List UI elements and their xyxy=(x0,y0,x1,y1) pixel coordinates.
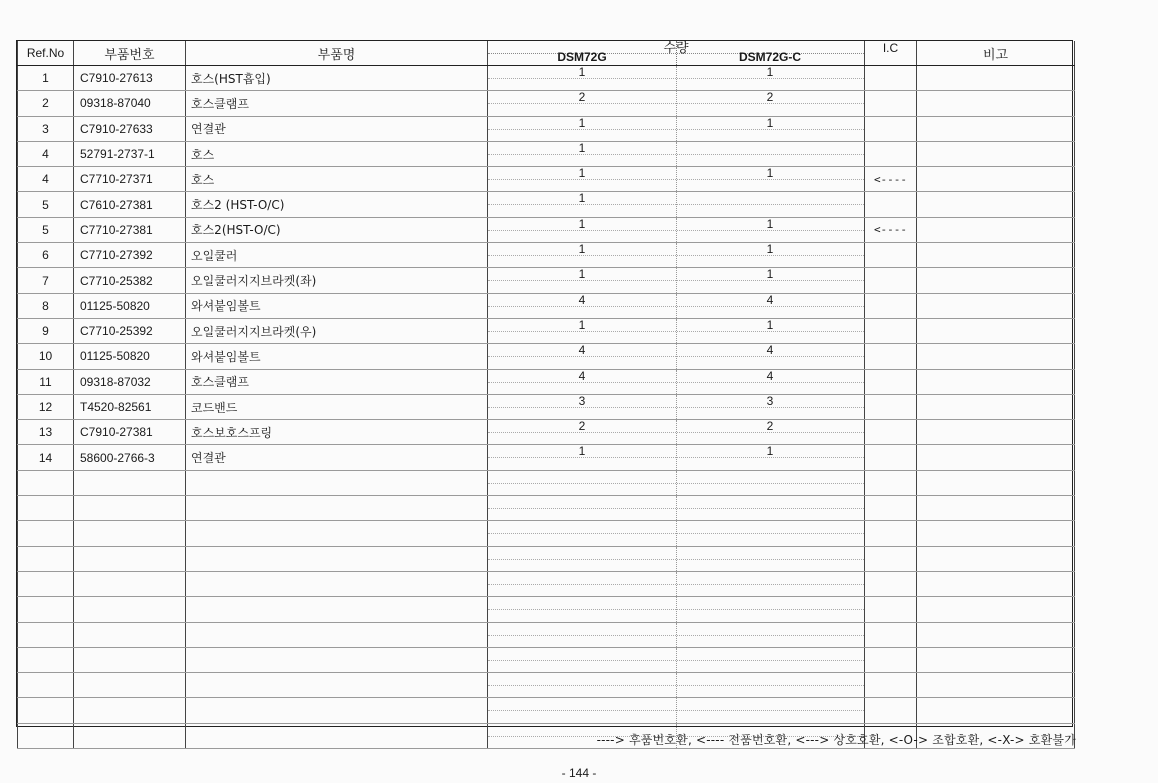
table-row xyxy=(18,116,1075,141)
ic-cell: <---- xyxy=(865,167,917,192)
remarks-cell xyxy=(917,318,1075,343)
ref-no-cell: 6 xyxy=(18,243,74,268)
qty-model-b: 1 xyxy=(766,444,774,459)
qty-model-a: 4 xyxy=(578,293,586,307)
ref-no-cell: 13 xyxy=(18,420,74,445)
qty-model-b: 1 xyxy=(766,267,774,282)
empty-cell xyxy=(488,647,865,672)
empty-cell xyxy=(74,496,186,521)
remarks-cell xyxy=(917,141,1075,166)
empty-cell xyxy=(488,622,865,647)
empty-row xyxy=(18,622,1075,647)
ic-cell xyxy=(865,268,917,293)
empty-cell xyxy=(488,597,865,622)
empty-cell xyxy=(18,723,74,748)
part-name-cell: 호스클램프 xyxy=(186,91,488,116)
empty-cell xyxy=(18,597,74,622)
empty-row xyxy=(18,496,1075,521)
ic-cell xyxy=(865,318,917,343)
ic-cell xyxy=(865,243,917,268)
table-row xyxy=(18,141,1075,166)
ic-cell xyxy=(865,445,917,470)
empty-cell xyxy=(74,622,186,647)
remarks-cell xyxy=(917,243,1075,268)
table-row xyxy=(18,420,1075,445)
remarks-cell xyxy=(917,369,1075,394)
part-name-cell: 호스클램프 xyxy=(186,369,488,394)
ic-cell xyxy=(865,116,917,141)
empty-cell xyxy=(865,622,917,647)
ic-cell xyxy=(865,344,917,369)
remarks-cell xyxy=(917,167,1075,192)
empty-cell xyxy=(917,571,1075,596)
ic-cell: <---- xyxy=(865,217,917,242)
part-name-cell: 코드밴드 xyxy=(186,394,488,419)
empty-cell xyxy=(18,496,74,521)
empty-cell xyxy=(917,698,1075,723)
part-name-cell: 와셔붙임볼트 xyxy=(186,293,488,318)
part-name-cell: 호스 xyxy=(186,141,488,166)
part-name-cell: 와셔붙임볼트 xyxy=(186,344,488,369)
empty-row xyxy=(18,597,1075,622)
ic-cell xyxy=(865,91,917,116)
ref-no-cell: 14 xyxy=(18,445,74,470)
empty-cell xyxy=(865,521,917,546)
remarks-cell xyxy=(917,91,1075,116)
empty-cell xyxy=(18,673,74,698)
qty-model-b: 1 xyxy=(766,116,774,130)
ref-no-cell: 7 xyxy=(18,268,74,293)
empty-cell xyxy=(186,647,488,672)
part-number-cell: 09318-87040 xyxy=(74,91,186,116)
empty-cell xyxy=(865,496,917,521)
empty-cell xyxy=(74,571,186,596)
empty-row xyxy=(18,571,1075,596)
empty-cell xyxy=(917,521,1075,546)
part-number-cell: C7910-27381 xyxy=(74,420,186,445)
empty-cell xyxy=(186,698,488,723)
qty-model-b xyxy=(676,142,864,154)
part-name-cell: 호스2(HST-O/C) xyxy=(186,217,488,242)
part-number-cell: C7710-25382 xyxy=(74,268,186,293)
empty-cell xyxy=(865,673,917,698)
empty-cell xyxy=(186,622,488,647)
ref-no-cell: 8 xyxy=(18,293,74,318)
part-number-cell: 58600-2766-3 xyxy=(74,445,186,470)
quantity-cell xyxy=(488,293,865,318)
qty-model-b: 1 xyxy=(766,65,774,79)
empty-cell xyxy=(18,470,74,495)
qty-model-b: 4 xyxy=(766,369,774,383)
empty-cell xyxy=(74,673,186,698)
parts-table xyxy=(17,41,1075,749)
part-name-cell: 호스2 (HST-O/C) xyxy=(186,192,488,217)
part-name-cell: 오일쿨러 xyxy=(186,243,488,268)
empty-cell xyxy=(186,597,488,622)
empty-cell xyxy=(917,622,1075,647)
qty-model-a: 1 xyxy=(578,267,586,282)
ic-cell xyxy=(865,66,917,91)
ref-no-cell: 2 xyxy=(18,91,74,116)
qty-model-a: 3 xyxy=(578,394,586,408)
ic-cell xyxy=(865,369,917,394)
header-part-no: 부품번호 xyxy=(74,41,186,66)
part-number-cell: C7710-27381 xyxy=(74,217,186,242)
quantity-cell xyxy=(488,445,865,470)
part-name-cell: 오일쿨러지지브라켓(좌) xyxy=(186,268,488,293)
empty-cell xyxy=(186,496,488,521)
ic-cell xyxy=(865,293,917,318)
remarks-cell xyxy=(917,293,1075,318)
header-part-name: 부품명 xyxy=(186,41,488,66)
empty-row xyxy=(18,521,1075,546)
table-header-row xyxy=(18,41,1075,66)
quantity-cell xyxy=(488,167,865,192)
table-row xyxy=(18,167,1075,192)
part-name-cell: 호스보호스프링 xyxy=(186,420,488,445)
remarks-cell xyxy=(917,66,1075,91)
part-number-cell: 01125-50820 xyxy=(74,293,186,318)
qty-model-b: 2 xyxy=(766,419,774,434)
remarks-cell xyxy=(917,344,1075,369)
empty-cell xyxy=(917,647,1075,672)
qty-model-b: 1 xyxy=(766,217,774,231)
header-model-b: DSM72G-C xyxy=(738,50,801,64)
quantity-cell xyxy=(488,66,865,91)
ref-no-cell: 4 xyxy=(18,141,74,166)
table-row xyxy=(18,369,1075,394)
empty-cell xyxy=(917,470,1075,495)
empty-row xyxy=(18,698,1075,723)
ref-no-cell: 11 xyxy=(18,369,74,394)
quantity-cell xyxy=(488,141,865,166)
qty-model-b: 4 xyxy=(766,293,774,307)
table-row xyxy=(18,344,1075,369)
quantity-cell xyxy=(488,420,865,445)
qty-model-b xyxy=(676,192,864,204)
empty-cell xyxy=(488,698,865,723)
qty-model-a: 1 xyxy=(578,217,586,231)
qty-model-a: 1 xyxy=(578,242,586,257)
empty-cell xyxy=(865,470,917,495)
empty-cell xyxy=(186,546,488,571)
part-name-cell: 호스(HST흡입) xyxy=(186,66,488,91)
empty-cell xyxy=(18,698,74,723)
part-number-cell: 01125-50820 xyxy=(74,344,186,369)
remarks-cell xyxy=(917,420,1075,445)
empty-cell xyxy=(186,673,488,698)
empty-cell xyxy=(18,647,74,672)
ref-no-cell: 5 xyxy=(18,217,74,242)
empty-cell xyxy=(917,546,1075,571)
qty-model-a: 1 xyxy=(578,65,586,79)
ic-cell xyxy=(865,141,917,166)
part-number-cell: C7610-27381 xyxy=(74,192,186,217)
qty-model-b: 1 xyxy=(766,242,774,257)
empty-cell xyxy=(865,698,917,723)
header-remarks: 비고 xyxy=(917,41,1075,66)
empty-cell xyxy=(488,571,865,596)
empty-cell xyxy=(865,546,917,571)
quantity-cell xyxy=(488,243,865,268)
table-row xyxy=(18,293,1075,318)
empty-cell xyxy=(74,647,186,672)
table-row xyxy=(18,192,1075,217)
header-ic: I.C xyxy=(865,41,917,66)
part-name-cell: 연결관 xyxy=(186,445,488,470)
quantity-cell xyxy=(488,318,865,343)
ref-no-cell: 5 xyxy=(18,192,74,217)
empty-row xyxy=(18,673,1075,698)
remarks-cell xyxy=(917,268,1075,293)
quantity-cell xyxy=(488,369,865,394)
empty-cell xyxy=(74,521,186,546)
interchange-legend: ----> 후품번호환, <---- 전품번호환, <---> 상호호환, <-O-> 조합호환, <-X-> 호환불가 xyxy=(596,733,1076,747)
part-number-cell: C7710-25392 xyxy=(74,318,186,343)
empty-cell xyxy=(74,698,186,723)
empty-cell xyxy=(186,521,488,546)
empty-cell xyxy=(917,673,1075,698)
remarks-cell xyxy=(917,394,1075,419)
empty-row xyxy=(18,470,1075,495)
part-number-cell: C7910-27613 xyxy=(74,66,186,91)
page-number: - 144 - xyxy=(561,766,597,780)
ref-no-cell: 9 xyxy=(18,318,74,343)
part-number-cell: T4520-82561 xyxy=(74,394,186,419)
table-row xyxy=(18,445,1075,470)
quantity-cell xyxy=(488,192,865,217)
empty-cell xyxy=(865,571,917,596)
qty-model-a: 2 xyxy=(578,90,586,105)
empty-cell xyxy=(186,571,488,596)
empty-row xyxy=(18,546,1075,571)
part-name-cell: 연결관 xyxy=(186,116,488,141)
table-row xyxy=(18,217,1075,242)
qty-model-a: 1 xyxy=(578,444,586,459)
part-number-cell: C7910-27633 xyxy=(74,116,186,141)
empty-cell xyxy=(74,546,186,571)
part-number-cell: C7710-27371 xyxy=(74,167,186,192)
header-quantity xyxy=(488,41,865,66)
qty-model-b: 1 xyxy=(766,166,774,181)
table-row xyxy=(18,66,1075,91)
empty-cell xyxy=(488,470,865,495)
part-number-cell: 52791-2737-1 xyxy=(74,141,186,166)
quantity-cell xyxy=(488,116,865,141)
empty-cell xyxy=(488,496,865,521)
qty-model-b: 2 xyxy=(766,90,774,105)
empty-cell xyxy=(18,622,74,647)
empty-cell xyxy=(18,521,74,546)
ic-cell xyxy=(865,420,917,445)
parts-table-frame xyxy=(16,40,1073,727)
qty-model-a: 4 xyxy=(578,343,586,358)
empty-cell xyxy=(74,470,186,495)
remarks-cell xyxy=(917,445,1075,470)
empty-cell xyxy=(865,597,917,622)
table-row xyxy=(18,394,1075,419)
empty-cell xyxy=(488,673,865,698)
empty-cell xyxy=(18,546,74,571)
qty-model-a: 1 xyxy=(578,318,586,332)
header-model-a: DSM72G xyxy=(557,50,607,64)
empty-cell xyxy=(865,647,917,672)
part-name-cell: 호스 xyxy=(186,167,488,192)
empty-cell xyxy=(18,571,74,596)
quantity-cell xyxy=(488,394,865,419)
ref-no-cell: 4 xyxy=(18,167,74,192)
part-number-cell: 09318-87032 xyxy=(74,369,186,394)
quantity-cell xyxy=(488,91,865,116)
qty-model-a: 1 xyxy=(578,116,586,130)
qty-model-a: 1 xyxy=(578,166,586,181)
ref-no-cell: 12 xyxy=(18,394,74,419)
qty-model-a: 4 xyxy=(578,369,586,383)
empty-row xyxy=(18,647,1075,672)
quantity-cell xyxy=(488,217,865,242)
table-row xyxy=(18,243,1075,268)
qty-model-a: 2 xyxy=(578,419,586,434)
qty-model-b: 4 xyxy=(766,343,774,358)
ic-cell xyxy=(865,192,917,217)
part-number-cell: C7710-27392 xyxy=(74,243,186,268)
ic-cell xyxy=(865,394,917,419)
qty-model-a: 1 xyxy=(578,191,586,206)
table-body xyxy=(18,66,1075,749)
empty-cell xyxy=(186,470,488,495)
qty-model-a: 1 xyxy=(578,141,586,155)
ref-no-cell: 3 xyxy=(18,116,74,141)
remarks-cell xyxy=(917,192,1075,217)
ref-no-cell: 10 xyxy=(18,344,74,369)
ref-no-cell: 1 xyxy=(18,66,74,91)
header-quantity-title: 수량 xyxy=(663,41,689,56)
qty-model-b: 1 xyxy=(766,318,774,332)
quantity-cell xyxy=(488,268,865,293)
qty-model-b: 3 xyxy=(766,394,774,408)
table-row xyxy=(18,268,1075,293)
empty-cell xyxy=(917,496,1075,521)
empty-cell xyxy=(186,723,488,748)
empty-cell xyxy=(74,597,186,622)
remarks-cell xyxy=(917,217,1075,242)
table-row xyxy=(18,318,1075,343)
empty-cell xyxy=(488,546,865,571)
table-row xyxy=(18,91,1075,116)
part-name-cell: 오일쿨러지지브라켓(우) xyxy=(186,318,488,343)
empty-cell xyxy=(917,597,1075,622)
quantity-cell xyxy=(488,344,865,369)
empty-cell xyxy=(488,521,865,546)
header-ref-no: Ref.No xyxy=(18,41,74,66)
empty-cell xyxy=(74,723,186,748)
remarks-cell xyxy=(917,116,1075,141)
